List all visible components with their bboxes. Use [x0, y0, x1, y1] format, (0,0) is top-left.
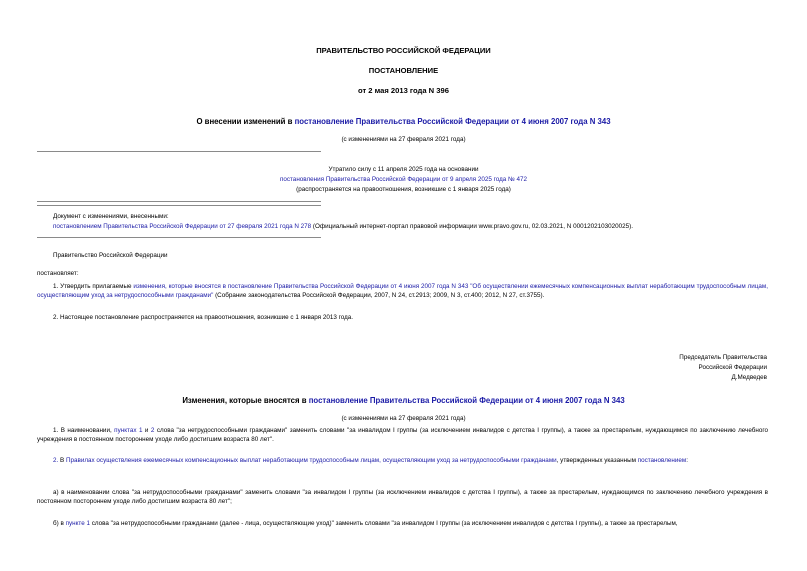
change-2a: а) в наименовании слова "за нетрудоспособными гражданами" заменить словами "за инвалидом I группы (за исключением инвалидов с детства I группы), а также за престарелым, нуждающимся по заключению лечебного учреждения в постоянном постороннем уходе либо достигшим возраста 80 лет";: [37, 489, 768, 505]
divider: [37, 237, 321, 238]
rules-link[interactable]: Правилах осуществления ежемесячных компенсационных выплат неработающим трудоспособным лицам, осуществляющим уход за нетрудоспособными гражданами: [65, 457, 557, 464]
decides-label: постановляет:: [37, 270, 79, 277]
issuing-body: Правительство Российской Федерации: [53, 252, 168, 259]
title-link-343[interactable]: постановление Правительства Российской Федерации от 4 июня 2007 года N 343: [294, 117, 611, 126]
items-1-link[interactable]: пунктах 1: [114, 427, 143, 434]
government-heading: ПРАВИТЕЛЬСТВО РОССИЙСКОЙ ФЕДЕРАЦИИ: [316, 46, 491, 55]
signature-name: Д.Медведев: [731, 374, 767, 381]
signature-position: Председатель Правительства: [679, 354, 767, 361]
expired-line-3: (распространяется на правоотношения, возникшие с 1 января 2025 года): [296, 186, 511, 193]
changes-amendment-note: (с изменениями на 27 февраля 2021 года): [341, 415, 466, 422]
divider: [37, 205, 321, 206]
changes-title: Изменения, которые вносятся в постановление Правительства Российской Федерации от 4 июня 2007 года N 343: [182, 396, 625, 405]
signature-block: [679, 353, 767, 383]
document-date-number: от 2 мая 2013 года N 396: [358, 86, 449, 95]
item-2-link[interactable]: 2: [150, 427, 155, 434]
signature-country: Российской Федерации: [698, 364, 767, 371]
change-2: 2. В Правилах осуществления ежемесячных компенсационных выплат неработающим трудоспособным лицам, осуществляющим уход за нетрудоспособными гражданами, утвержденных указанным постановлением:: [53, 457, 688, 464]
divider: [37, 151, 321, 152]
changes-document-source: [53, 223, 633, 230]
divider: [37, 201, 321, 202]
document-title: [0, 117, 807, 126]
change-2-number-link[interactable]: 2.: [53, 457, 59, 464]
approved-changes-link[interactable]: изменения, которые вносятся в постановление Правительства Российской Федерации от 4 июня 2007 года N 343 "Об осуществлении ежемесячных компенсационных выплат неработающим трудоспособным лицам, осуществляющим уход за нетрудоспособными гражданами": [37, 283, 769, 299]
amendment-note: (с изменениями на 27 февраля 2021 года): [341, 136, 466, 143]
paragraph-1: 1. Утвердить прилагаемые изменения, которые вносятся в постановление Правительства Российской Федерации от 4 июня 2007 года N 343 "Об осуществлении ежемесячных компенсационных выплат неработающим трудоспособным лицам, осуществляющим уход за нетрудоспособными гражданами" (Собрание законодательства Российской Федерации, 2007, N 24, ст.2913; 2009, N 3, ст.400; 2012, N 27, ст.3755).: [37, 283, 769, 299]
change-2b: б) в пункте 1 слова "за нетрудоспособными гражданами (далее - лица, осуществляющие уход)" заменить словами "за инвалидом I группы (за исключением инвалидов с детства I группы), а также за престарелым,: [53, 520, 678, 527]
expired-line-1: Утратило силу с 11 апреля 2025 года на основании: [328, 166, 479, 173]
resolution-link[interactable]: постановлением: [637, 457, 687, 464]
changes-document-label: Документ с изменениями, внесенными:: [53, 213, 169, 220]
resolution-278-link[interactable]: постановлением Правительства Российской Федерации от 27 февраля 2021 года N 278: [53, 223, 312, 230]
paragraph-2: 2. Настоящее постановление распространяется на правоотношения, возникшие с 1 января 2013 года.: [53, 314, 354, 321]
item-1-link[interactable]: пункте 1: [65, 520, 90, 527]
document-type-heading: ПОСТАНОВЛЕНИЕ: [368, 66, 439, 75]
changes-title-link-343[interactable]: постановление Правительства Российской Федерации от 4 июня 2007 года N 343: [308, 396, 625, 405]
publication-info: (Официальный интернет-портал правовой информации www.pravo.gov.ru, 02.03.2021, N 0001202103020025).: [311, 223, 633, 230]
change-1: 1. В наименовании, пунктах 1 и 2 слова "за нетрудоспособными гражданами" заменить словами "за инвалидом I группы (за исключением инвалидов с детства I группы), а также за престарелым, нуждающимся по заключению лечебного учреждения в постоянном постороннем уходе либо достигшим возраста 80 лет".: [37, 427, 769, 443]
expired-link-472[interactable]: постановления Правительства Российской Федерации от 9 апреля 2025 года № 472: [279, 176, 528, 183]
title-prefix: О внесении изменений в: [196, 117, 295, 126]
